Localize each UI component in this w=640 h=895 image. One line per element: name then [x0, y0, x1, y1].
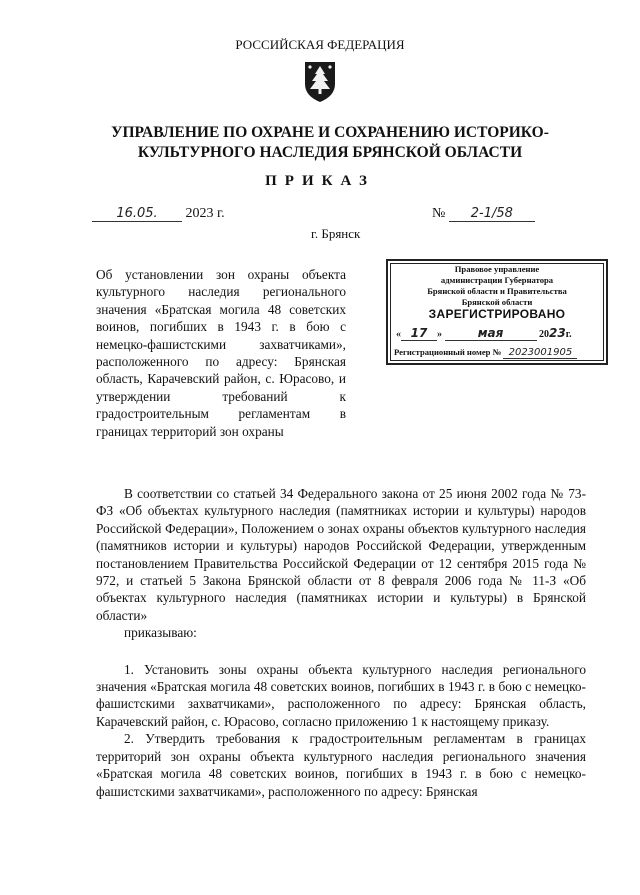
stamp-reg-number: 2023001905	[503, 347, 577, 359]
stamp-year-suffix: г.	[565, 329, 572, 340]
document-type: ПРИКАЗ	[265, 173, 375, 189]
order-item-2: 2. Утвердить требования к градостроительным регламентам в границах территорий зон охраны объекта культурного наследия регионального значения «Братская могила 48 советских воинов, погибших в 1943 г. в бою с немецко-фашистскими захватчиками», расположенного по адресу: Брянская	[96, 731, 586, 799]
stamp-organization	[388, 264, 606, 308]
city: г. Брянск	[311, 226, 361, 241]
stamp-day: 17	[401, 326, 437, 341]
stamp-registration-number	[394, 347, 600, 359]
order-number	[432, 206, 535, 222]
date-handwritten: 16.05.	[92, 206, 182, 222]
preamble-paragraph: В соответствии со статьей 34 Федерального закона от 25 июня 2002 года № 73-ФЗ «Об объектах культурного наследия (памятниках истории и культуры) народов Российской Федерации», Положением о зонах охраны объектов культурного наследия (памятников истории и культуры) народов Российской Федерации, утвержденным постановлением Правительства Российской Федерации от 12 сентября 2015 года № 972, и статьей 5 Закона Брянской области от 8 февраля 2006 года № 11-З «Об объектах культурного наследия (памятниках истории и культуры) в Брянской области»	[96, 486, 586, 623]
coat-of-arms-icon	[302, 58, 338, 104]
order-item-1: 1. Установить зоны охраны объекта культурного наследия регионального значения «Братская могила 48 советских воинов, погибших в 1943 г. в бою с немецко-фашистскими захватчиками», расположенного по адресу: Брянская область, Карачевский район, с. Юрасово, согласно приложению 1 к настоящему приказу.	[96, 661, 586, 729]
stamp-org-line: Брянской области и Правительства	[427, 286, 567, 296]
stamp-org-line: администрации Губернатора	[440, 275, 554, 285]
order-subject: Об установлении зон охраны объекта культурного наследия регионального значения «Братская могила 48 советских воинов, погибших в 1943 г. в бою с немецко-фашистскими захватчиками», расположенного по адресу: Брянская область, Карачевский район, с. Юрасово, и утверждении требований к градостроительным регламентам в границах территорий зон охраны	[96, 267, 346, 439]
order-date	[92, 206, 225, 222]
agency-name-line2: КУЛЬТУРНОГО НАСЛЕДИЯ БРЯНСКОЙ ОБЛАСТИ	[137, 144, 523, 161]
country-name: РОССИЙСКАЯ ФЕДЕРАЦИЯ	[235, 37, 405, 52]
agency-name-line1: УПРАВЛЕНИЕ ПО ОХРАНЕ И СОХРАНЕНИЮ ИСТОРИКО-	[111, 124, 549, 141]
stamp-month: мая	[445, 326, 537, 341]
stamp-registered-label: ЗАРЕГИСТРИРОВАНО	[428, 307, 566, 321]
date-year: 2023 г.	[185, 206, 225, 221]
order-word: приказываю:	[124, 625, 197, 641]
stamp-org-line: Правовое управление	[454, 264, 540, 274]
number-handwritten: 2-1/58	[449, 206, 535, 222]
stamp-year: 23	[549, 326, 566, 340]
stamp-reg-label: Регистрационный номер №	[394, 347, 502, 357]
agency-name	[100, 123, 560, 163]
registration-stamp	[386, 259, 608, 365]
order-body	[96, 485, 586, 800]
stamp-date: « 17 » мая 2023г.	[396, 326, 572, 340]
stamp-year-prefix: 20	[539, 329, 549, 340]
stamp-org-line: Брянской области	[461, 297, 533, 307]
number-prefix: №	[432, 206, 446, 221]
